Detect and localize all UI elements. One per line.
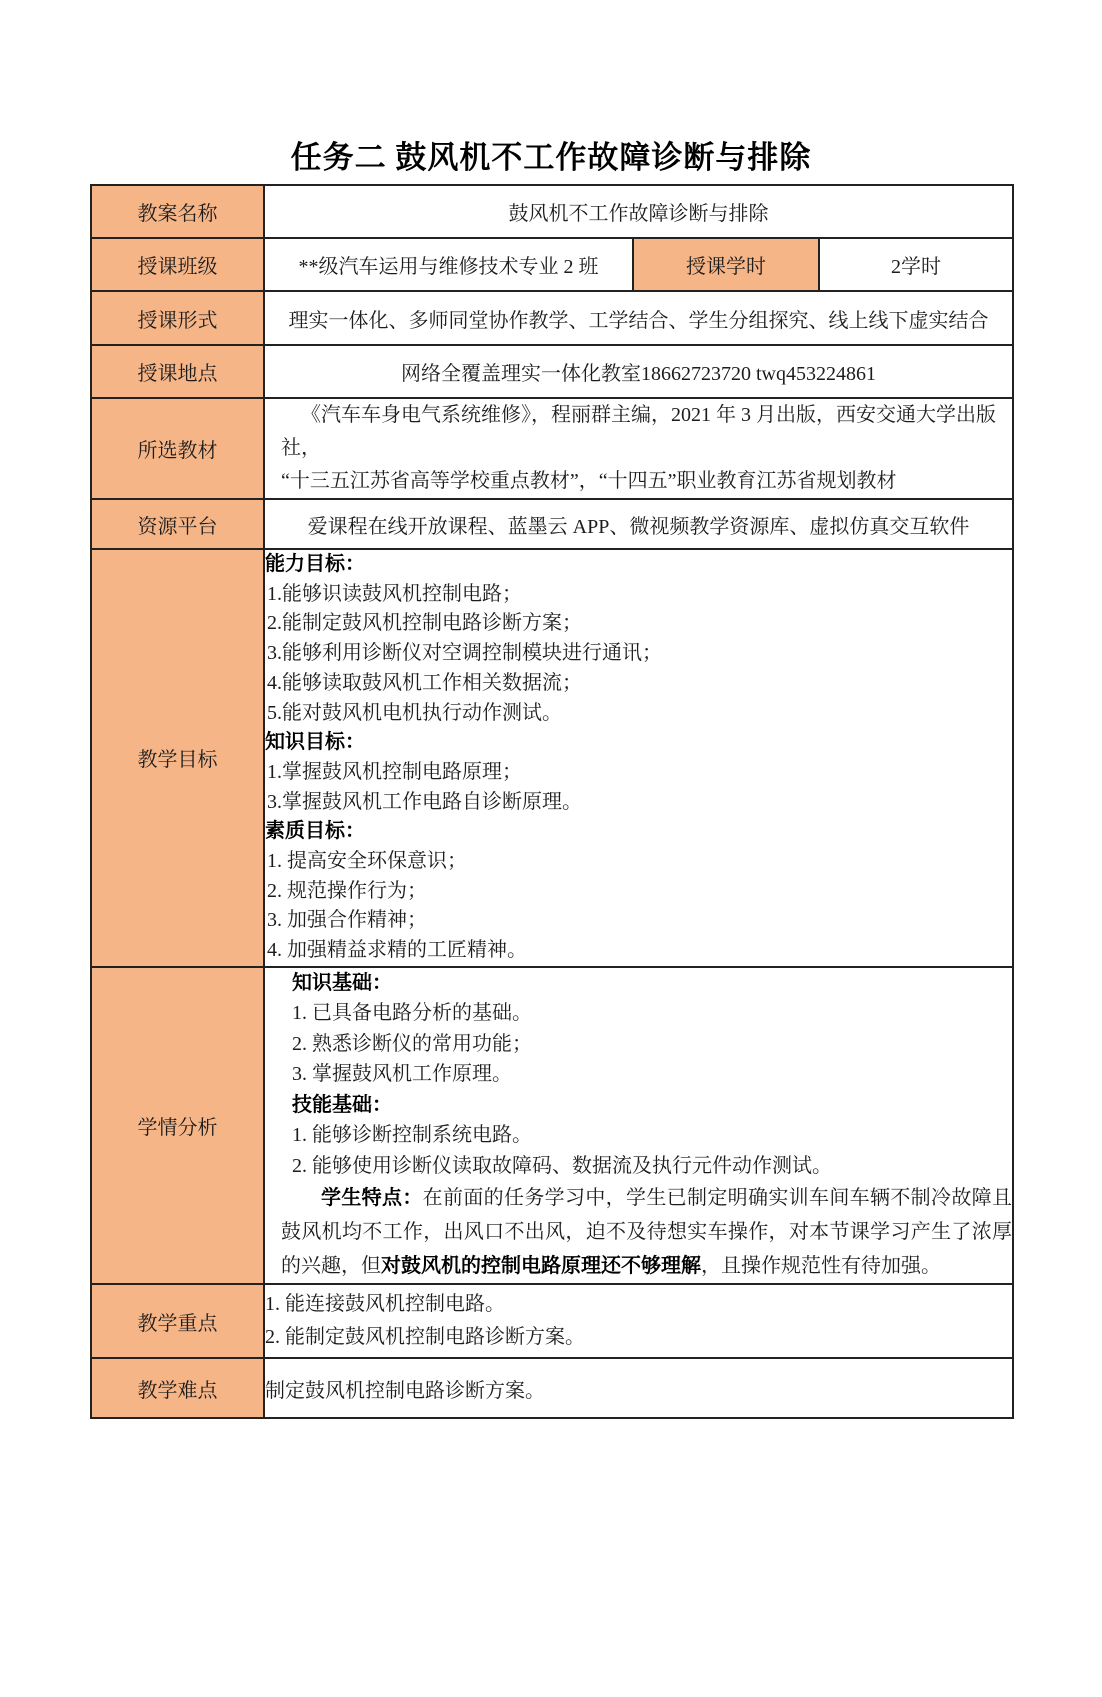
row-key-points bbox=[91, 1284, 1013, 1358]
objectives-heading-quality: 素质目标： bbox=[265, 820, 365, 843]
textbook-label: 所选教材 bbox=[91, 398, 264, 499]
row-location bbox=[91, 345, 1013, 398]
analysis-item: 3. 掌握鼓风机工作原理。 bbox=[292, 1063, 512, 1086]
key-point-item: 2. 能制定鼓风机控制电路诊断方案。 bbox=[265, 1326, 585, 1349]
location-value: 网络全覆盖理实一体化教室18662723720 twq453224861 bbox=[264, 345, 1013, 398]
analysis-heading-knowledge: 知识基础： bbox=[292, 971, 392, 994]
key-points-content bbox=[264, 1284, 1013, 1358]
textbook-line-2: “十三五江苏省高等学校重点教材”，“十四五”职业教育江苏省规划教材 bbox=[281, 470, 897, 492]
objective-item: 1. 提高安全环保意识； bbox=[267, 850, 467, 873]
analysis-item: 1. 已具备电路分析的基础。 bbox=[292, 1002, 532, 1025]
analysis-label: 学情分析 bbox=[91, 967, 264, 1285]
objective-item: 2. 规范操作行为； bbox=[267, 879, 427, 902]
student-traits-text: 在前面的任务学习中，学生已制定明确实训车间车辆不制冷故障且鼓风机均不工作，出风口不出风，迫不及待想实车操作，对本节课学习产生了浓厚的兴趣，但 bbox=[281, 1187, 1013, 1278]
student-traits-text-end: ，且操作规范性有待加强。 bbox=[701, 1255, 941, 1278]
objective-item: 3.掌握鼓风机工作电路自诊断原理。 bbox=[267, 790, 582, 813]
student-traits-paragraph bbox=[281, 1181, 1012, 1283]
analysis-item: 2. 能够使用诊断仪读取故障码、数据流及执行元件动作测试。 bbox=[292, 1154, 832, 1177]
row-analysis bbox=[91, 967, 1013, 1285]
platform-label: 资源平台 bbox=[91, 499, 264, 549]
student-traits-label: 学生特点： bbox=[321, 1187, 423, 1210]
row-difficulty bbox=[91, 1358, 1013, 1418]
analysis-item: 1. 能够诊断控制系统电路。 bbox=[292, 1124, 532, 1147]
objectives-heading-ability: 能力目标： bbox=[265, 553, 365, 575]
row-lesson-name bbox=[91, 185, 1013, 238]
hours-label: 授课学时 bbox=[633, 238, 819, 291]
objectives-label: 教学目标 bbox=[91, 549, 264, 967]
objective-item: 1.能够识读鼓风机控制电路； bbox=[267, 582, 522, 605]
key-points-label: 教学重点 bbox=[91, 1284, 264, 1358]
difficulty-value: 制定鼓风机控制电路诊断方案。 bbox=[264, 1358, 1013, 1418]
row-textbook bbox=[91, 398, 1013, 499]
objective-item: 3. 加强合作精神； bbox=[267, 909, 427, 932]
class-value: **级汽车运用与维修技术专业 2 班 bbox=[264, 238, 633, 291]
analysis-item: 2. 熟悉诊断仪的常用功能； bbox=[292, 1032, 532, 1055]
format-value: 理实一体化、多师同堂协作教学、工学结合、学生分组探究、线上线下虚实结合 bbox=[264, 291, 1013, 345]
platform-value: 爱课程在线开放课程、蓝墨云 APP、微视频教学资源库、虚拟仿真交互软件 bbox=[264, 499, 1013, 549]
objective-item: 3.能够利用诊断仪对空调控制模块进行通讯； bbox=[267, 642, 662, 665]
row-objectives bbox=[91, 549, 1013, 967]
row-format bbox=[91, 291, 1013, 345]
page-title: 任务二 鼓风机不工作故障诊断与排除 bbox=[290, 140, 812, 175]
difficulty-label: 教学难点 bbox=[91, 1358, 264, 1418]
lesson-plan-table bbox=[90, 184, 1014, 1419]
key-point-item: 1. 能连接鼓风机控制电路。 bbox=[265, 1293, 505, 1316]
objective-item: 2.能制定鼓风机控制电路诊断方案； bbox=[267, 612, 582, 635]
analysis-content bbox=[264, 967, 1013, 1285]
textbook-value bbox=[264, 398, 1013, 499]
objective-item: 4. 加强精益求精的工匠精神。 bbox=[267, 939, 527, 962]
location-label: 授课地点 bbox=[91, 345, 264, 398]
objectives-heading-knowledge: 知识目标： bbox=[265, 731, 365, 754]
lesson-name-value: 鼓风机不工作故障诊断与排除 bbox=[264, 185, 1013, 238]
analysis-heading-skill: 技能基础： bbox=[292, 1093, 392, 1116]
lesson-name-label: 教案名称 bbox=[91, 185, 264, 238]
student-traits-bold-text: 对鼓风机的控制电路原理还不够理解 bbox=[381, 1255, 701, 1278]
objective-item: 4.能够读取鼓风机工作相关数据流； bbox=[267, 671, 582, 694]
objectives-content bbox=[264, 549, 1013, 967]
hours-value: 2学时 bbox=[819, 238, 1013, 291]
format-label: 授课形式 bbox=[91, 291, 264, 345]
row-class bbox=[91, 238, 1013, 291]
objective-item: 1.掌握鼓风机控制电路原理； bbox=[267, 760, 522, 783]
class-label: 授课班级 bbox=[91, 238, 264, 291]
textbook-line-1: 《汽车车身电气系统维修》，程丽群主编，2021 年 3 月出版，西安交通大学出版社， bbox=[281, 404, 996, 459]
row-platform bbox=[91, 499, 1013, 549]
objective-item: 5.能对鼓风机电机执行动作测试。 bbox=[267, 701, 562, 724]
